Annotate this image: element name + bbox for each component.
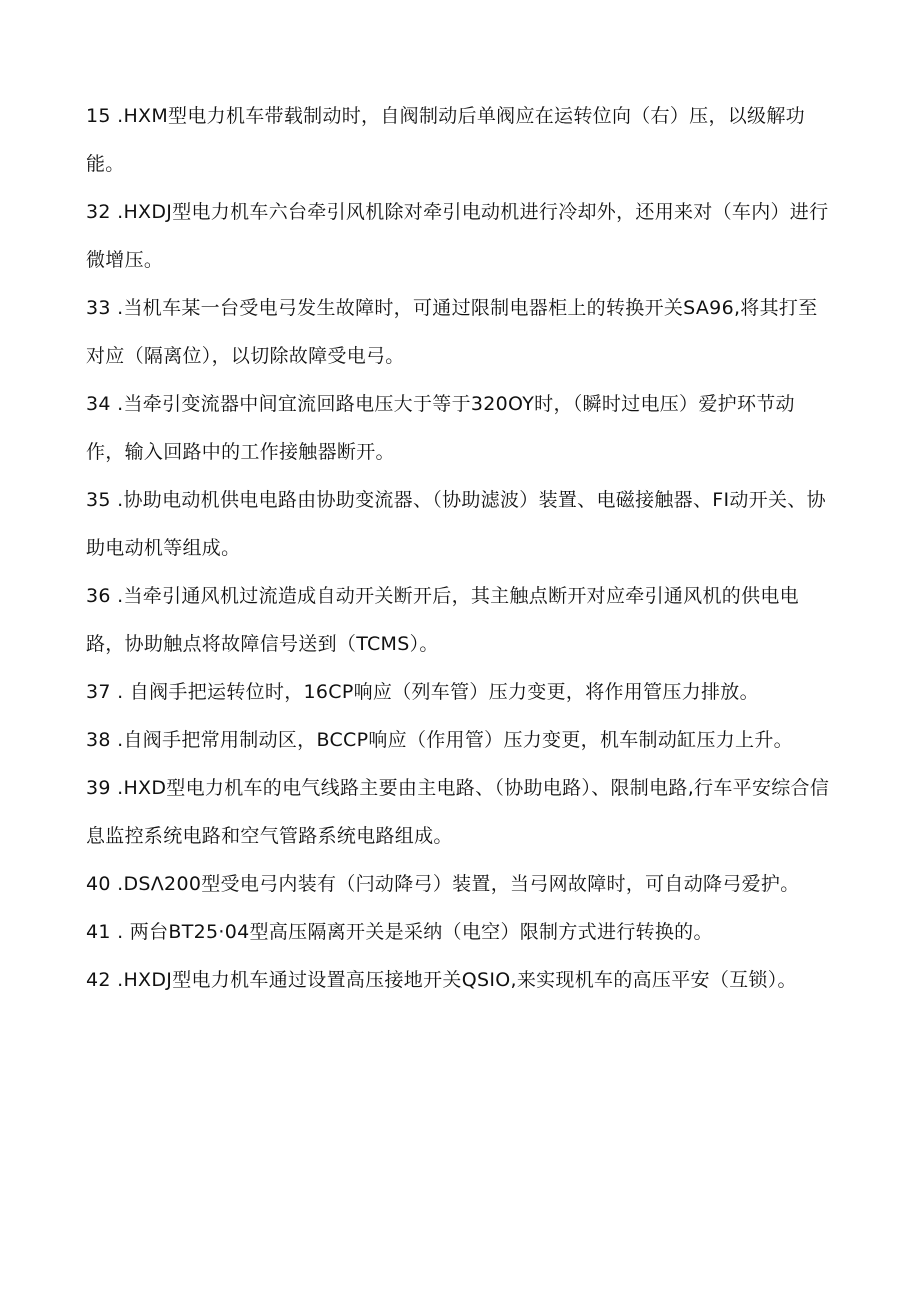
item-text: .协助电动机供电电路由协助变流器、（协助滤波）装置、电磁接触器、FI动开关、协助电动机等组成。 <box>86 489 826 559</box>
item-number: 38 <box>86 729 111 751</box>
item-number: 41 <box>86 921 111 943</box>
item-number: 40 <box>86 873 111 895</box>
list-item <box>86 380 831 476</box>
item-text: .DSΛ200型受电弓内装有（闩动降弓）装置，当弓网故障时，可自动降弓爱护。 <box>117 873 800 895</box>
item-number: 32 <box>86 201 111 223</box>
item-text: .当牵引变流器中间宜流回路电压大于等于320OY时，（瞬时过电压）爱护环节动作，输入回路中的工作接触器断开。 <box>86 393 795 463</box>
item-text: .HXM型电力机车带载制动时，自阀制动后单阀应在运转位向（右）压，以级解功能。 <box>86 105 805 175</box>
item-number: 42 <box>86 969 111 991</box>
list-item <box>86 92 831 188</box>
list-item <box>86 668 831 716</box>
item-number: 37 <box>86 681 111 703</box>
item-text: .HXD型电力机车的电气线路主要由主电路、（协助电路）、限制电路,行车平安综合信息监控系统电路和空气管路系统电路组成。 <box>86 777 830 847</box>
item-number: 34 <box>86 393 111 415</box>
item-number: 39 <box>86 777 111 799</box>
item-text: . 自阀手把运转位时，16CP响应（列车管）压力变更，将作用管压力排放。 <box>117 681 759 703</box>
list-item <box>86 956 831 1004</box>
item-text: .自阀手把常用制动区，BCCP响应（作用管）压力变更，机车制动缸压力上升。 <box>117 729 793 751</box>
list-item <box>86 716 831 764</box>
item-number: 15 <box>86 105 111 127</box>
list-item <box>86 476 831 572</box>
item-text: .当机车某一台受电弓发生故障时，可通过限制电器柜上的转换开关SA96,将其打至对应（隔离位），以切除故障受电弓。 <box>86 297 818 367</box>
list-item <box>86 572 831 668</box>
item-number: 35 <box>86 489 111 511</box>
item-text: .HXDJ型电力机车六台牵引风机除对牵引电动机进行冷却外，还用来对（车内）进行微增压。 <box>86 201 829 271</box>
question-list <box>86 92 831 1004</box>
list-item <box>86 764 831 860</box>
item-text: .当牵引通风机过流造成自动开关断开后，其主触点断开对应牵引通风机的供电电路，协助触点将故障信号送到（TCMS）。 <box>86 585 799 655</box>
list-item <box>86 908 831 956</box>
list-item <box>86 284 831 380</box>
list-item <box>86 860 831 908</box>
item-text: . 两台BT25·04型高压隔离开关是采纳（电空）限制方式进行转换的。 <box>117 921 713 943</box>
list-item <box>86 188 831 284</box>
item-number: 36 <box>86 585 111 607</box>
item-text: .HXDJ型电力机车通过设置高压接地开关QSIO,来实现机车的高压平安（互锁）。 <box>117 969 797 991</box>
item-number: 33 <box>86 297 111 319</box>
